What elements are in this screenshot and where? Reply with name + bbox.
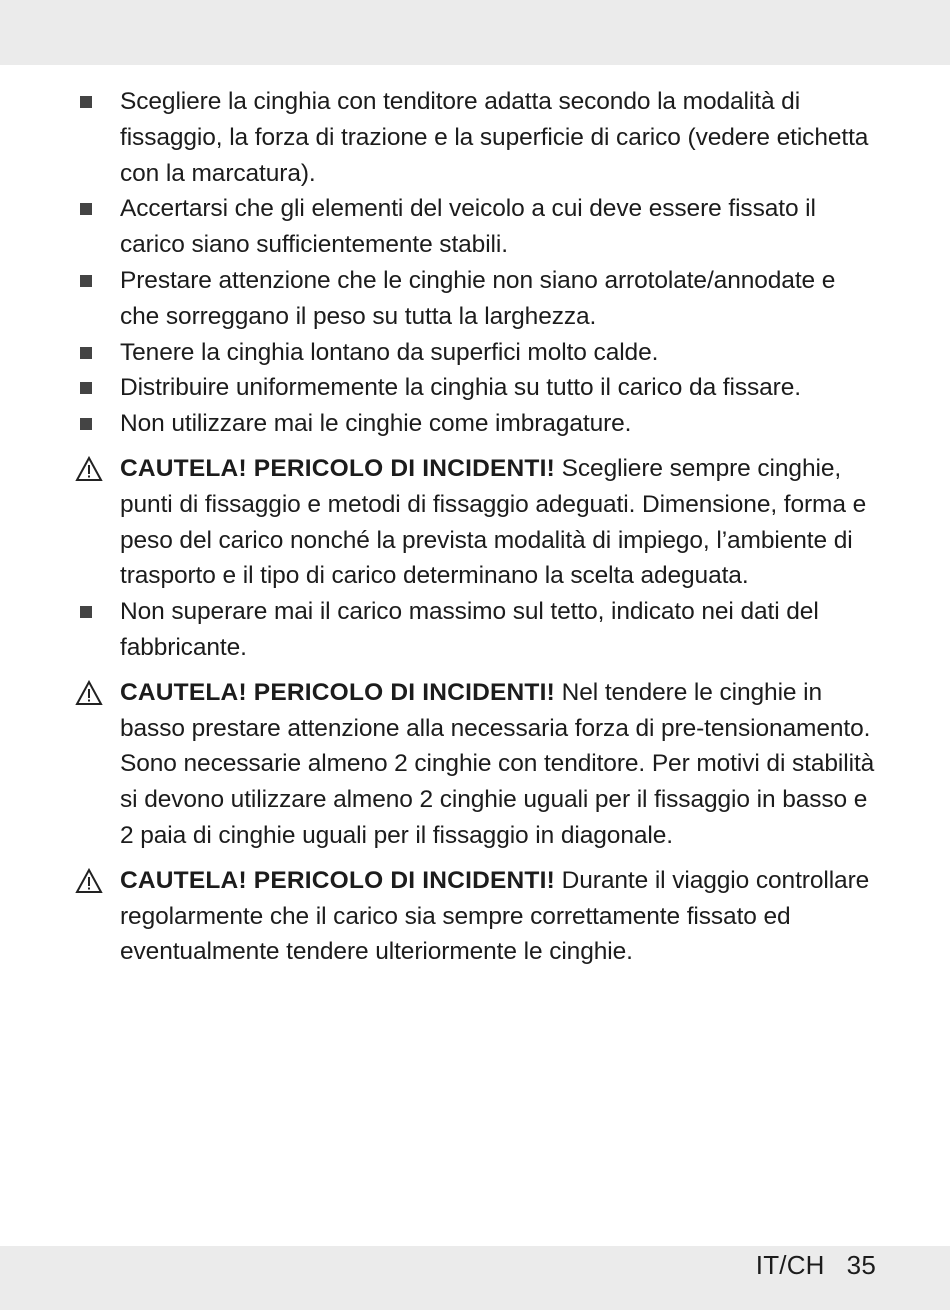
- list-item: [0, 594, 950, 666]
- list-item: [0, 406, 950, 442]
- list-item: [0, 335, 950, 371]
- warning-item: [0, 451, 950, 594]
- language-label: IT/CH: [755, 1250, 825, 1280]
- warning-text: Nel tendere le cinghie in basso prestare attenzione alla necessaria forza di pre-tensionamento. Sono necessarie almeno 2 cinghie con tenditore. Per motivi di stabilità si devono utilizzare almeno 2 cinghie uguali per il fissaggio in basso e 2 paia di cinghie uguali per il fissaggio in diagonale.: [120, 678, 875, 849]
- warning-item: [0, 675, 950, 854]
- page-footer: [756, 1248, 876, 1282]
- square-bullet-icon: [80, 203, 92, 215]
- item-text: Scegliere la cinghia con tenditore adatta secondo la modalità di fissaggio, la forza di trazione e la superficie di carico (vedere etichetta con la marcatura).: [120, 88, 869, 187]
- item-text: Tenere la cinghia lontano da superfici molto calde.: [120, 338, 659, 366]
- list-item: [0, 263, 950, 335]
- header-band: [0, 0, 950, 65]
- warning-triangle-icon: [75, 868, 103, 894]
- warning-triangle-icon: [75, 456, 103, 482]
- item-text: Distribuire uniformemente la cinghia su tutto il carico da fissare.: [120, 374, 801, 402]
- caution-label: CAUTELA! PERICOLO DI INCIDENTI!: [120, 678, 555, 706]
- square-bullet-icon: [80, 96, 92, 108]
- square-bullet-icon: [80, 275, 92, 287]
- caution-label: CAUTELA! PERICOLO DI INCIDENTI!: [120, 454, 555, 482]
- instructions-list: [0, 84, 950, 970]
- warning-text: Scegliere sempre cinghie, punti di fissaggio e metodi di fissaggio adeguati. Dimensione, forma e peso del carico nonché la prevista modalità di impiego, l’ambiente di trasporto e il tipo di carico determinano la scelta adeguata.: [120, 454, 867, 590]
- list-item: [0, 370, 950, 406]
- warning-text: Durante il viaggio controllare regolarmente che il carico sia sempre correttamente fissato ed eventualmente tendere ulteriormente le cinghie.: [120, 866, 870, 966]
- item-text: Prestare attenzione che le cinghie non siano arrotolate/annodate e che sorreggano il peso su tutta la larghezza.: [120, 266, 836, 330]
- page-number: 35: [846, 1250, 876, 1280]
- list-item: [0, 191, 950, 263]
- list-item: [0, 84, 950, 191]
- square-bullet-icon: [80, 347, 92, 359]
- item-text: Accertarsi che gli elementi del veicolo a cui deve essere fissato il carico siano sufficientemente stabili.: [120, 195, 816, 259]
- item-text: Non utilizzare mai le cinghie come imbragature.: [120, 410, 632, 438]
- warning-item: [0, 863, 950, 970]
- square-bullet-icon: [80, 606, 92, 618]
- square-bullet-icon: [80, 418, 92, 430]
- caution-label: CAUTELA! PERICOLO DI INCIDENTI!: [120, 866, 555, 894]
- warning-triangle-icon: [75, 680, 103, 706]
- item-text: Non superare mai il carico massimo sul tetto, indicato nei dati del fabbricante.: [120, 598, 819, 661]
- square-bullet-icon: [80, 382, 92, 394]
